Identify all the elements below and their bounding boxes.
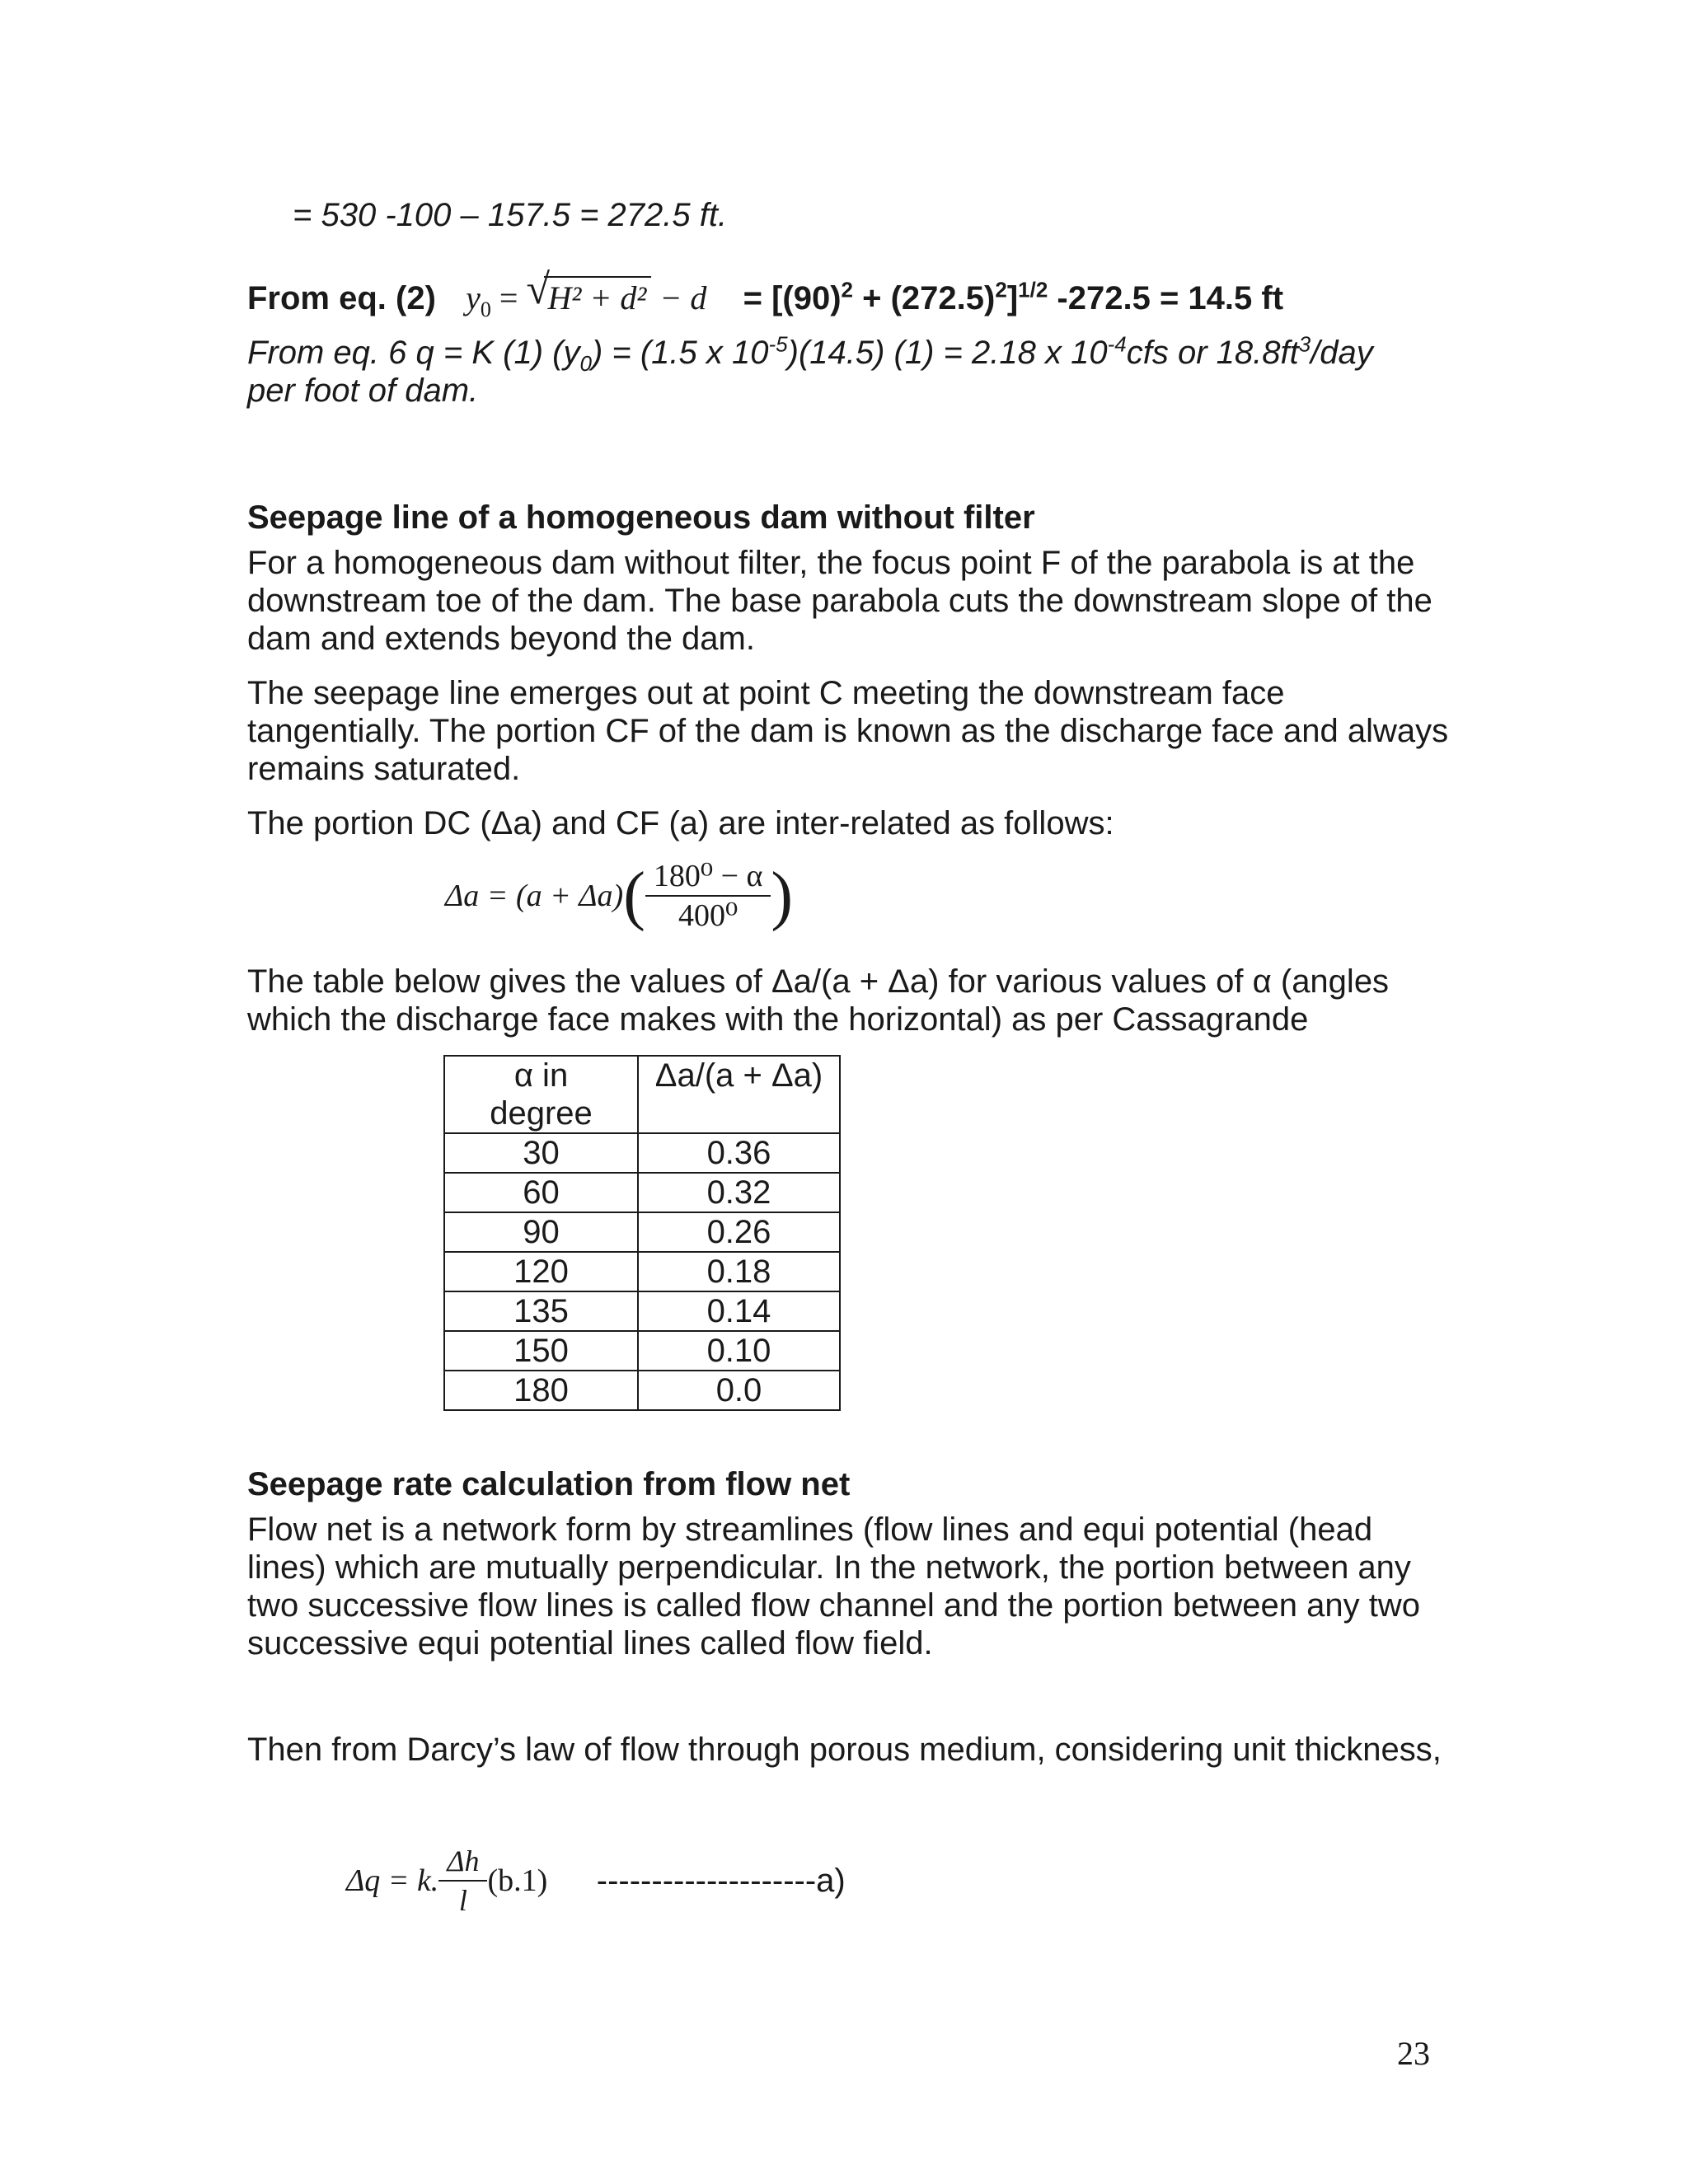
table-cell-alpha: 90	[444, 1212, 638, 1252]
table-cell-ratio: 0.18	[638, 1252, 840, 1291]
darcy-fraction: $\frac{\Delta h}{l}$	[438, 1842, 487, 1919]
section2-para1: Flow net is a network form by streamlines (flow lines and equi potential (head lines) which are mutually perpendicular. In the network, the portion between any two successive flow lines is called flow channel and the portion between any two successive equi potential lines called flow field.	[247, 1511, 1421, 1661]
eq2-eq: =	[490, 279, 527, 316]
table-row	[444, 1212, 840, 1252]
eq2-radicand: H² + d²	[544, 276, 651, 317]
table-cell-alpha: 60	[444, 1173, 638, 1212]
section1-heading: Seepage line of a homogeneous dam without filter	[247, 499, 1035, 536]
table-row	[444, 1252, 840, 1291]
table-row	[444, 1331, 840, 1371]
table-cell-alpha: 135	[444, 1291, 638, 1331]
eq2-ysub: 0	[480, 298, 491, 321]
table-header-ratio: Δa/(a + Δa)	[638, 1056, 840, 1133]
eq2-label: From eq. (2)	[247, 280, 436, 316]
darcy-lhs: Δq = k.	[346, 1863, 439, 1898]
formula-lhs: Δa = (a + Δa)	[445, 879, 624, 913]
section1-para1: For a homogeneous dam without filter, the focus point F of the parabola is at the downstream toe of the dam. The base parabola cuts the downstream slope of the dam and extends beyond the dam.	[247, 545, 1432, 657]
table-cell-alpha: 30	[444, 1133, 638, 1173]
table-row	[444, 1371, 840, 1410]
darcy-formula	[346, 1842, 846, 1919]
alpha-table	[443, 1055, 841, 1411]
eq6-line: From eq. 6 q = K (1) $(y_0) = (1.5$ x $10^{-5})(14.5)$ (1) = 2.18 x $10^{-4}cfs$ or $18.8ft^3$/day	[247, 331, 1373, 376]
section2-heading: Seepage rate calculation from flow net	[247, 1466, 851, 1502]
table-row	[444, 1133, 840, 1173]
table-cell-ratio: 0.10	[638, 1331, 840, 1371]
eq2-sqrt: √ H² + d²	[526, 276, 651, 317]
table-cell-alpha: 180	[444, 1371, 638, 1410]
section1-para4: The table below gives the values of Δa/(a + Δa) for various values of α (angles which the discharge face makes with the horizontal) as per Cassagrande	[247, 963, 1390, 1038]
table-row	[444, 1173, 840, 1212]
calc-line: = 530 -100 – 157.5 = 272.5 ft.	[293, 197, 728, 233]
darcy-rhs: (b.1)	[487, 1863, 548, 1898]
delta-a-formula: Δa = (a + Δa)( $\frac{\text{180⁰ − α}}{\text{400⁰}}$ )	[445, 859, 794, 933]
table-cell-ratio: 0.26	[638, 1212, 840, 1252]
table-cell-ratio: 0.32	[638, 1173, 840, 1212]
section1-para2: The seepage line emerges out at point C meeting the downstream face tangentially. The portion CF of the dam is known as the discharge face and always remains saturated.	[247, 675, 1449, 787]
eq2-line	[247, 266, 1284, 321]
page-number: 23	[1397, 2035, 1430, 2072]
table-cell-ratio: 0.14	[638, 1291, 840, 1331]
table-row	[444, 1291, 840, 1331]
eq2-rhs: = $[(90)^2 + (272.5)^2]^{1/2}$ -272.5 = 14.5 ft	[743, 277, 1284, 316]
table-header-alpha: α in degree	[444, 1056, 638, 1133]
darcy-tag: --------------------a)	[596, 1863, 846, 1899]
table-cell-ratio: 0.0	[638, 1371, 840, 1410]
eq6-line-2: per foot of dam.	[247, 373, 479, 409]
table-header-row	[444, 1056, 840, 1133]
table-cell-alpha: 150	[444, 1331, 638, 1371]
table-cell-ratio: 0.36	[638, 1133, 840, 1173]
formula-fraction: $\frac{\text{180⁰ − α}}{\text{400⁰}}$	[645, 857, 771, 935]
section2-para2: Then from Darcy’s law of flow through porous medium, considering unit thickness,	[247, 1732, 1442, 1768]
section1-para3: The portion DC (Δa) and CF (a) are inter-related as follows:	[247, 805, 1114, 841]
table-cell-alpha: 120	[444, 1252, 638, 1291]
eq2-y: y	[466, 279, 481, 316]
eq2-minus-d: − d	[651, 279, 707, 316]
